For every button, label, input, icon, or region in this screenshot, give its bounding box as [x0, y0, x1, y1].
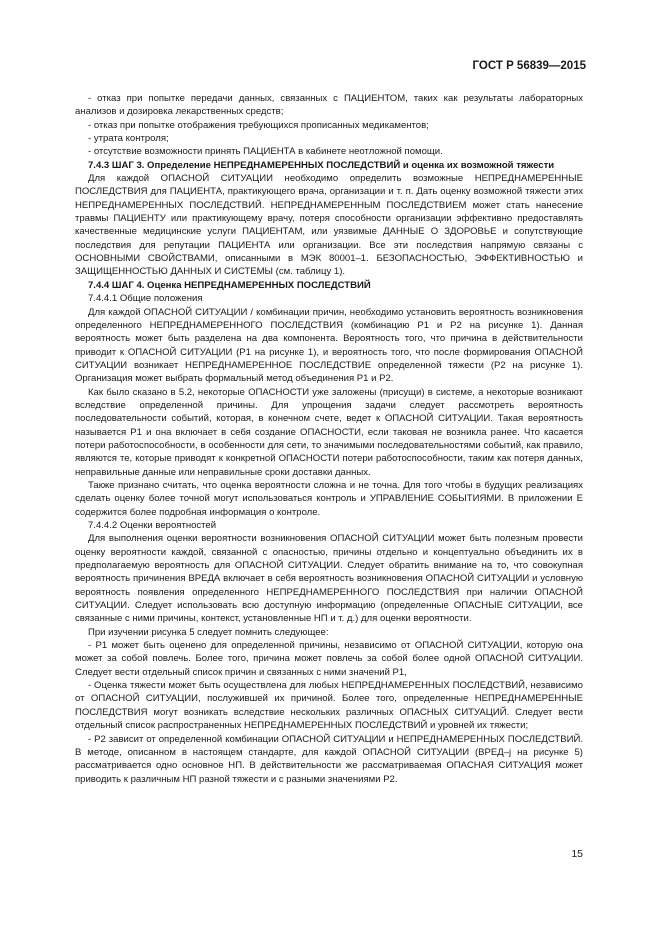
list-item-severity: - Оценка тяжести может быть осуществлена для любых НЕПРЕДНАМЕРЕННЫХ ПОСЛЕДСТВИЙ, независимо от ОПАСНОЙ СИТУАЦИИ, послужившей их причиной. Более того, определенные НЕПРЕДНАМЕРЕННЫЕ ПОСЛЕДСТВИЯ могут возникать вследствие нескольких различных ОПАСНЫХ СИТУАЦИЙ. Следует вести отдельный список распространенных НЕПРЕДНАМЕРЕННЫХ ПОСЛЕДСТВИЙ и уровней их тяжести;	[75, 680, 583, 732]
subsection-heading-7-4-4-1: 7.4.4.1 Общие положения	[88, 293, 203, 305]
body-paragraph: При изучении рисунка 5 следует помнить следующее:	[88, 626, 329, 638]
body-paragraph: Также признано считать, что оценка вероятности сложна и не точна. Для того чтобы в будущих реализациях сделать оценку более точной могут использоваться контроль и УПРАВЛЕНИЕ СОБЫТИЯМИ. В приложении Е содержится более подробная информация о контроле.	[75, 479, 583, 518]
section-heading-7-4-4: 7.4.4 ШАГ 4. Оценка НЕПРЕДНАМЕРЕННЫХ ПОСЛЕДСТВИЙ	[88, 279, 371, 291]
page-number: 15	[571, 848, 583, 860]
body-paragraph: Как было сказано в 5.2, некоторые ОПАСНОСТИ уже заложены (присущи) в системе, а некоторые возникают вследствие определенной причины. Для упрощения задачи следует рассмотреть вероятность последовательности событий, которая, в конечном счете, ведет к ОПАСНОЙ СИТУАЦИИ. Такая вероятность называется P1 и она включает в себя создание ОПАСНОСТИ, если таковая не возникла ранее. Что касается потери работоспособности, в особенности для сети, то значимыми последовательностями событий, как правило, являются те, которые приводят к конкретной ОПАСНОСТИ потери работоспособности, таким как потеря данных, неправильные данные или неправильные сроки доставки данных.	[75, 386, 583, 478]
document-body	[75, 92, 583, 786]
list-item-loss-of-control: - утрата контроля;	[88, 133, 169, 145]
section-heading-7-4-3: 7.4.3 ШАГ 3. Определение НЕПРЕДНАМЕРЕННЫХ ПОСЛЕДСТВИЙ и оценка их возможной тяжести	[88, 159, 555, 171]
list-item-display-failure: - отказ при попытке отображения требующихся прописанных медикаментов;	[88, 119, 429, 131]
body-paragraph: Для каждой ОПАСНОЙ СИТУАЦИИ необходимо определить возможные НЕПРЕДНАМЕРЕННЫЕ ПОСЛЕДСТВИЯ для ПАЦИЕНТА, практикующего врача, организации и т. п. Дать оценку возможной тяжести этих НЕПРЕДНАМЕРЕННЫХ ПОСЛЕДСТВИЙ. НЕПРЕДНАМЕРЕННЫМ ПОСЛЕДСТВИЕМ может стать нанесение травмы ПАЦИЕНТУ или практикующему врачу, потеря способности организации эффективно предоставлять качественные медицинские услуги ПАЦИЕНТАМ, или уязвимые ДАННЫЕ О ЗДОРОВЬЕ и сопутствующие последствия для репутации ПАЦИЕНТА или организации. Все эти последствия напрямую связаны с ОСНОВНЫМИ СВОЙСТВАМИ, описанными в МЭК 80001–1. БЕЗОПАСНОСТЬЮ, ЭФФЕКТИВНОСТЬЮ и ЗАЩИЩЕННОСТЬЮ ДАННЫХ И СИСТЕМЫ (см. таблицу 1).	[75, 173, 583, 278]
body-paragraph: Для выполнения оценки вероятности возникновения ОПАСНОЙ СИТУАЦИИ может быть полезным провести оценку вероятности каждой, связанной с опасностью, причины отдельно и концептуально объединить их в предполагаемую вероятность для ОПАСНОЙ СИТУАЦИИ. Следует обратить внимание на то, что совокупная вероятность причинения ВРЕДА включает в себя вероятность возникновения ОПАСНОЙ СИТУАЦИИ и условную вероятность появления определенного НЕПРЕДНАМЕРЕННОГО ПОСЛЕДСТВИЯ при наличии ОПАСНОЙ СИТУАЦИИ. Следует использовать всю доступную информацию (определенные ОПАСНЫЕ СИТУАЦИИ, все связанные с ними причины, контекст, установленные НП и т. д.) для оценки вероятности.	[75, 533, 583, 625]
list-item-data-transfer: - отказ при попытке передачи данных, связанных с ПАЦИЕНТОМ, таких как результаты лабораторных анализов и дозировка лекарственных средств;	[75, 93, 583, 118]
list-item-emergency-room: - отсутствие возможности принять ПАЦИЕНТА в кабинете неотложной помощи.	[88, 146, 443, 158]
subsection-heading-7-4-4-2: 7.4.4.2 Оценки вероятностей	[88, 520, 217, 531]
body-paragraph: Для каждой ОПАСНОЙ СИТУАЦИИ / комбинации причин, необходимо установить вероятность возникновения определенного НЕПРЕДНАМЕРЕННОГО ПОСЛЕДСТВИЯ (комбинацию P1 и P2 на рисунке 1). Данная вероятность может быть разделена на два компонента. Вероятность того, что причина в действительности приводит к ОПАСНОЙ СИТУАЦИИ (P1 на рисунке 1), и вероятность того, что после формирования ОПАСНОЙ СИТУАЦИИ возникает НЕПРЕДНАМЕРЕННОЕ ПОСЛЕДСТВИЕ определенной тяжести (P2 на рисунке 1). Организация может выбрать формальный метод объединения P1 и P2.	[75, 306, 583, 385]
document-header: ГОСТ Р 56839—2015	[472, 60, 586, 72]
list-item-p1: - P1 может быть оценено для определенной причины, независимо от ОПАСНОЙ СИТУАЦИИ, которую она может за собой повлечь. Более того, причина может повлечь за собой более одной ОПАСНОЙ СИТУАЦИИ. Следует вести отдельный список причин и связанных с ними значений P1,	[75, 640, 583, 678]
list-item-p2: - P2 зависит от определенной комбинации ОПАСНОЙ СИТУАЦИИ и НЕПРЕДНАМЕРЕННЫХ ПОСЛЕДСТВИЙ. В методе, описанном в настоящем стандарте, для каждой ОПАСНОЙ СИТУАЦИИ (ВРЕД–j на рисунке 5) рассматривается одно основное НП. В действительности же рассматриваемая ОПАСНАЯ СИТУАЦИЯ может приводить к различным НП разной тяжести и с разными значениями P2.	[75, 733, 583, 785]
